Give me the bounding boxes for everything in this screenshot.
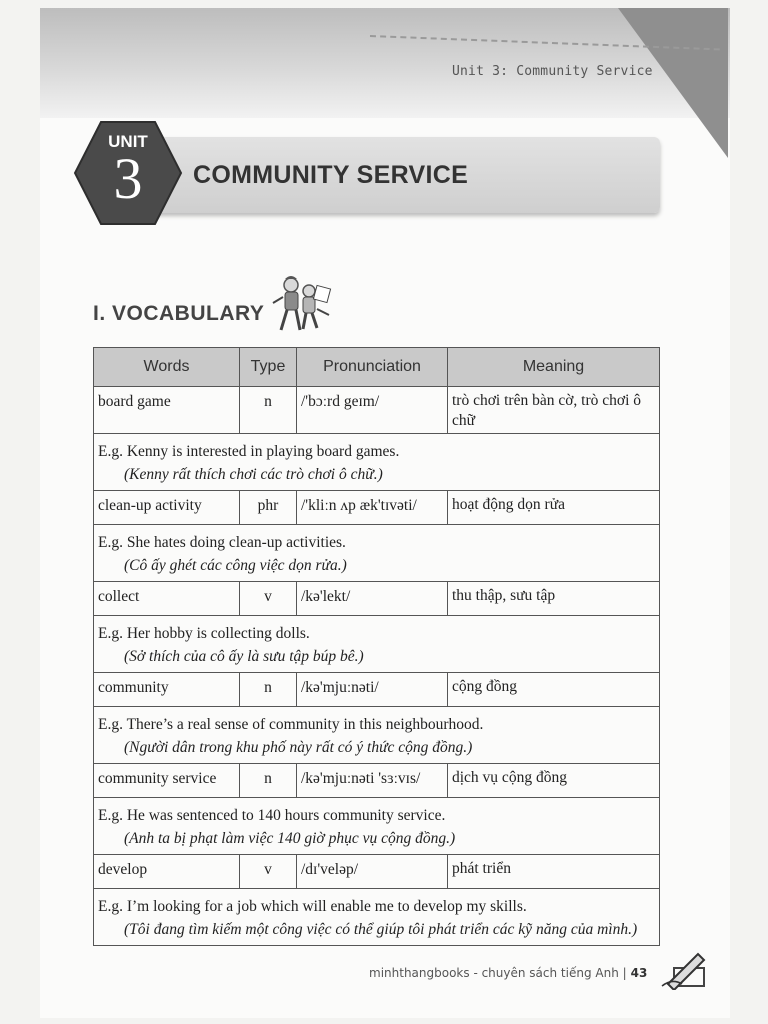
word-cell: community — [94, 673, 240, 707]
meaning-cell: thu thập, sưu tập — [448, 582, 660, 616]
type-cell: n — [240, 673, 297, 707]
example-cell — [94, 889, 660, 946]
table-row — [94, 673, 660, 707]
example-row — [94, 434, 660, 491]
table-row — [94, 387, 660, 434]
word-cell: clean-up activity — [94, 491, 240, 525]
example-translation: (Sở thích của cô ấy là sưu tập búp bê.) — [124, 648, 364, 665]
example-cell — [94, 525, 660, 582]
section-title: I. VOCABULARY — [93, 302, 265, 325]
type-cell: phr — [240, 491, 297, 525]
table-row — [94, 491, 660, 525]
example-cell — [94, 707, 660, 764]
pronunciation-cell: /'kliːn ʌp æk'tɪvəti/ — [297, 491, 448, 525]
example-translation: (Người dân trong khu phố này rất có ý thức cộng đồng.) — [124, 739, 473, 756]
publisher-text: minhthangbooks - chuyên sách tiếng Anh | — [369, 966, 627, 980]
example-row — [94, 707, 660, 764]
unit-badge-label: UNIT — [108, 132, 148, 151]
pronunciation-cell: /'bɔːrd geɪm/ — [297, 387, 448, 434]
pronunciation-cell: /kə'mjuːnəti 'sɜːvɪs/ — [297, 764, 448, 798]
corner-fold — [618, 8, 728, 158]
header-pronunciation: Pronunciation — [297, 348, 448, 387]
vocabulary-table — [93, 347, 660, 946]
page-footer — [369, 966, 647, 980]
pronunciation-cell: /kə'lekt/ — [297, 582, 448, 616]
meaning-cell: dịch vụ cộng đồng — [448, 764, 660, 798]
meaning-cell: cộng đồng — [448, 673, 660, 707]
example-cell — [94, 616, 660, 673]
example-sentence: E.g. I’m looking for a job which will enable me to develop my skills. — [98, 898, 527, 915]
example-translation: (Tôi đang tìm kiếm một công việc có thể giúp tôi phát triển các kỹ năng của mình.) — [124, 921, 638, 938]
header-meaning: Meaning — [448, 348, 660, 387]
example-sentence: E.g. Her hobby is collecting dolls. — [98, 625, 310, 642]
example-cell — [94, 798, 660, 855]
meaning-cell: hoạt động dọn rửa — [448, 491, 660, 525]
header-type: Type — [240, 348, 297, 387]
pronunciation-cell: /dɪ'veləp/ — [297, 855, 448, 889]
example-row — [94, 616, 660, 673]
page-number: 43 — [630, 966, 648, 980]
example-cell — [94, 434, 660, 491]
meaning-cell: trò chơi trên bàn cờ, trò chơi ô chữ — [448, 387, 660, 434]
example-translation: (Anh ta bị phạt làm việc 140 giờ phục vụ cộng đồng.) — [124, 830, 456, 847]
example-row — [94, 798, 660, 855]
pen-writing-icon — [658, 950, 714, 990]
example-translation: (Kenny rất thích chơi các trò chơi ô chữ.) — [124, 466, 383, 483]
kids-illustration — [265, 273, 335, 337]
example-sentence: E.g. She hates doing clean-up activities. — [98, 534, 346, 551]
example-sentence: E.g. There’s a real sense of community in this neighbourhood. — [98, 716, 484, 733]
word-cell: community service — [94, 764, 240, 798]
unit-badge-number: 3 — [113, 146, 143, 211]
type-cell: n — [240, 764, 297, 798]
pronunciation-cell: /kə'mjuːnəti/ — [297, 673, 448, 707]
unit-badge — [73, 118, 183, 228]
unit-title: COMMUNITY SERVICE — [193, 161, 469, 189]
example-row — [94, 525, 660, 582]
table-header-row — [94, 348, 660, 387]
meaning-cell: phát triển — [448, 855, 660, 889]
type-cell: v — [240, 582, 297, 616]
table-row — [94, 764, 660, 798]
type-cell: v — [240, 855, 297, 889]
kids-illustration-icon — [265, 273, 335, 337]
example-row — [94, 889, 660, 946]
example-translation: (Cô ấy ghét các công việc dọn rửa.) — [124, 557, 347, 574]
word-cell: develop — [94, 855, 240, 889]
type-cell: n — [240, 387, 297, 434]
header-words: Words — [94, 348, 240, 387]
example-sentence: E.g. He was sentenced to 140 hours community service. — [98, 807, 446, 824]
running-head: Unit 3: Community Service — [452, 64, 653, 79]
word-cell: collect — [94, 582, 240, 616]
example-sentence: E.g. Kenny is interested in playing board games. — [98, 443, 400, 460]
word-cell: board game — [94, 387, 240, 434]
table-row — [94, 855, 660, 889]
table-row — [94, 582, 660, 616]
